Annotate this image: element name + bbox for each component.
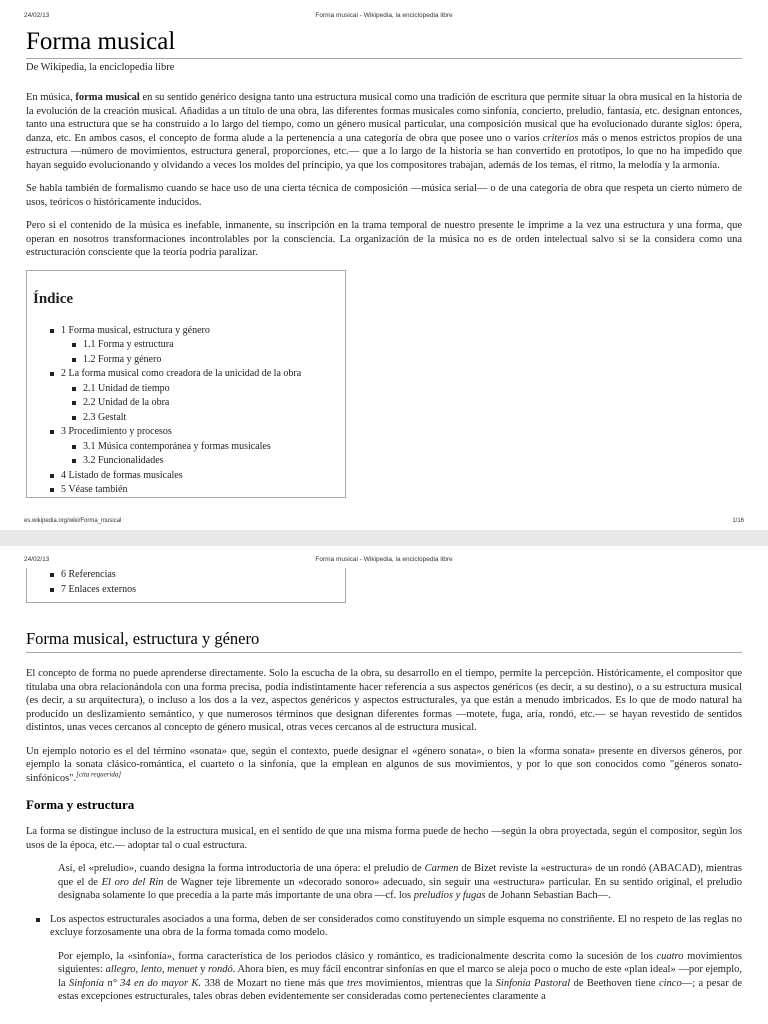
table-of-contents-continued [26, 568, 346, 603]
print-page-number: 1/16 [732, 518, 744, 524]
article-body [26, 28, 742, 498]
print-footer [0, 518, 768, 528]
intro-paragraph-3: Pero si el contenido de la música es inefable, inmanente, su inscripción en la trama temporal de nuestro presente le imprime a la vez una estructura y una forma, que operan en nosotros transformaciones incontrolables por la consciencia. La organización de la música no es de orden intelectual salvo si se la considera como una estructuración consciente que la teoría podría paralizar. [26, 220, 742, 258]
toc-item[interactable]: 1.2 Forma y género [83, 353, 339, 368]
toc-item[interactable]: 3 Procedimiento y procesos 3.1 Música contemporánea y formas musicales 3.2 Funcionalidades [61, 425, 339, 469]
indented-note: Así, el «preludio», cuando designa la forma introductoria de una ópera: el preludio de Carmen de Bizet reviste la «estructura» de un rondó (ABACAD), mientras que el de El oro del Rin de Wagner teje libremente un «decorado sonoro» adecuado, sin seguir una «estructura» particular. En su sentido original, el preludio designaba solamente lo que precedía a la parte más importante de una obra —cf. los preludios y fugas de Johann Sebastian Bach—. [58, 863, 743, 901]
print-date: 24/02/13 [24, 12, 50, 19]
italic-term: criterios [542, 132, 579, 144]
toc-list [33, 568, 339, 597]
subsection-heading: Forma y estructura [26, 797, 135, 812]
toc-item[interactable]: 1.1 Forma y estructura [83, 338, 339, 353]
toc-item[interactable]: 2.2 Unidad de la obra [83, 396, 339, 411]
table-of-contents [26, 270, 346, 498]
article-body-continued [26, 568, 742, 1014]
toc-title: Índice [33, 290, 74, 307]
page-title: Forma musical [26, 28, 742, 59]
toc-item[interactable]: 2.3 Gestalt [83, 411, 339, 426]
toc-item[interactable]: 5 Véase también [61, 483, 339, 498]
section-paragraph: El concepto de forma no puede aprenderse directamente. Solo la escucha de la obra, su desarrollo en el tiempo, permite la percepción. Históricamente, el compositor que titulaba una obra relacionándola con una forma precisa, podía indistintamente hacer referencia a sus aspectos genéricos (es decir, a su destino), o a su estructura musical (es decir, a su arquitectura), o incluso a los dos a la vez, aspectos genéricos y aspectos estructurales, ya que están a menudo imbricados. Es lo que de modo natural ha producido un deslizamiento semántico, y que numerosos términos que designan diferentes formas —motete, fuga, aria, rondó, etc.— se hayan revestido de sentidos distintos, unas veces cercanos al concepto de género musical, otras veces cercanos al de estructura musical. [26, 668, 742, 733]
bullet-continuation: Por ejemplo, la «sinfonía», forma característica de los periodos clásico y romántico, es tradicionalmente descrita como la sucesión de los cuatro movimientos siguientes: allegro, lento, menuet y rondó. Ahora bien, es muy fácil encontrar sinfonías en que el marco se aleja poco o mucho de este «plan ideal» —por ejemplo, la Sinfonía n° 34 en do mayor K. 338 de Mozart no tiene más que tres movimientos, mientras que la Sinfonía Pastoral de Beethoven tiene cinco—; a pesar de estas excepciones estructurales, tales obras deben evidentemente ser consideradas como pertenecientes claramente a [58, 950, 742, 1002]
text-run: En música, [26, 92, 76, 103]
bold-term: forma musical [75, 92, 140, 103]
toc-item[interactable]: 3.2 Funcionalidades [83, 454, 339, 469]
text-run: en su sentido genérico designa tanto una estructura musical como una tradición de escritura que permite situar la obra musical en la historia de la evolución de la creación musical. Añadidas a un título de una obra, las diferentes formas musicales como sinfonía, concierto, preludio, fantasía, etc. designan entonces, tanto una estructura que se ha construido a lo largo del tiempo, como un género musical particular, una composición musical que ha evolucionado durante siglos: ópera, danza, etc. En ambos casos, el concepto de forma alude a la pertenencia a una categoría de obra que posee uno o varios [26, 92, 743, 144]
toc-item[interactable]: 2 La forma musical como creadora de la unicidad de la obra 2.1 Unidad de tiempo 2.2 Unidad de la obra 2.3 Gestalt [61, 367, 339, 425]
toc-item[interactable]: 4 Listado de formas musicales [61, 469, 339, 484]
intro-paragraph-1 [26, 91, 742, 172]
text-run: más o menos estrictos propios de una estructura —número de movimientos, estructura general, proporciones, etc.— que a lo largo de la historia se han convertido en prototipos, lo que no ha impedido que hayan seguido evolucionando y olvidando a veces los moldes del principio, ya que los compositores trabajan, además de los temas, el ritmo, la melodía y la armonía. [26, 132, 743, 171]
toc-item[interactable]: 2.1 Unidad de tiempo [83, 382, 339, 397]
toc-item[interactable]: 3.1 Música contemporánea y formas musicales [83, 440, 339, 455]
subsection-paragraph: La forma se distingue incluso de la estructura musical, en el sentido de que una misma forma puede de hecho —según la obra proyectada, según el compositor, según los usos de la época, etc.— adoptar tal o cual estructura. [26, 826, 742, 851]
print-page-2 [0, 546, 768, 1024]
toc-list [33, 324, 339, 498]
page-separator [0, 530, 768, 546]
page-subtitle: De Wikipedia, la enciclopedia libre [26, 62, 175, 73]
print-url: es.wikipedia.org/wiki/Forma_musical [24, 518, 122, 524]
section-heading: Forma musical, estructura y género [26, 629, 742, 653]
bullet-item: Los aspectos estructurales asociados a una forma, deben de ser considerados como constituyendo un simple esquema no constriñente. El no respeto de las reglas no excluye forzosamente una obra de la forma tomada como modelo. [50, 913, 742, 938]
toc-item[interactable]: 7 Enlaces externos [61, 583, 339, 598]
text-run: Un ejemplo notorio es el del término «sonata» que, según el contexto, puede designar el «género sonata», o bien la «forma sonata» presente en diversos géneros, por ejemplo la sonata clásico-romántica, el cuarteto o la sinfonía, que la emplean en algunos de sus movimientos, y por lo que son conocidos como "géneros sonato-sinfónicos". [26, 745, 742, 784]
citation-needed[interactable]: [cita requerida] [76, 770, 122, 778]
section-paragraph [26, 745, 742, 786]
toc-item[interactable]: 1 Forma musical, estructura y género 1.1 Forma y estructura 1.2 Forma y género [61, 324, 339, 368]
print-date: 24/02/13 [24, 556, 50, 563]
print-title: Forma musical - Wikipedia, la enciclopedia libre [315, 12, 453, 19]
print-title: Forma musical - Wikipedia, la enciclopedia libre [315, 556, 453, 563]
print-header [0, 556, 768, 568]
toc-item[interactable]: 6 Referencias [61, 568, 339, 583]
intro-paragraph-2: Se habla también de formalismo cuando se hace uso de una cierta técnica de composición —música serial— o de una categoría de obra que respeta un cierto número de usos, teóricos o históricamente inducidos. [26, 183, 742, 208]
print-header [0, 12, 768, 24]
